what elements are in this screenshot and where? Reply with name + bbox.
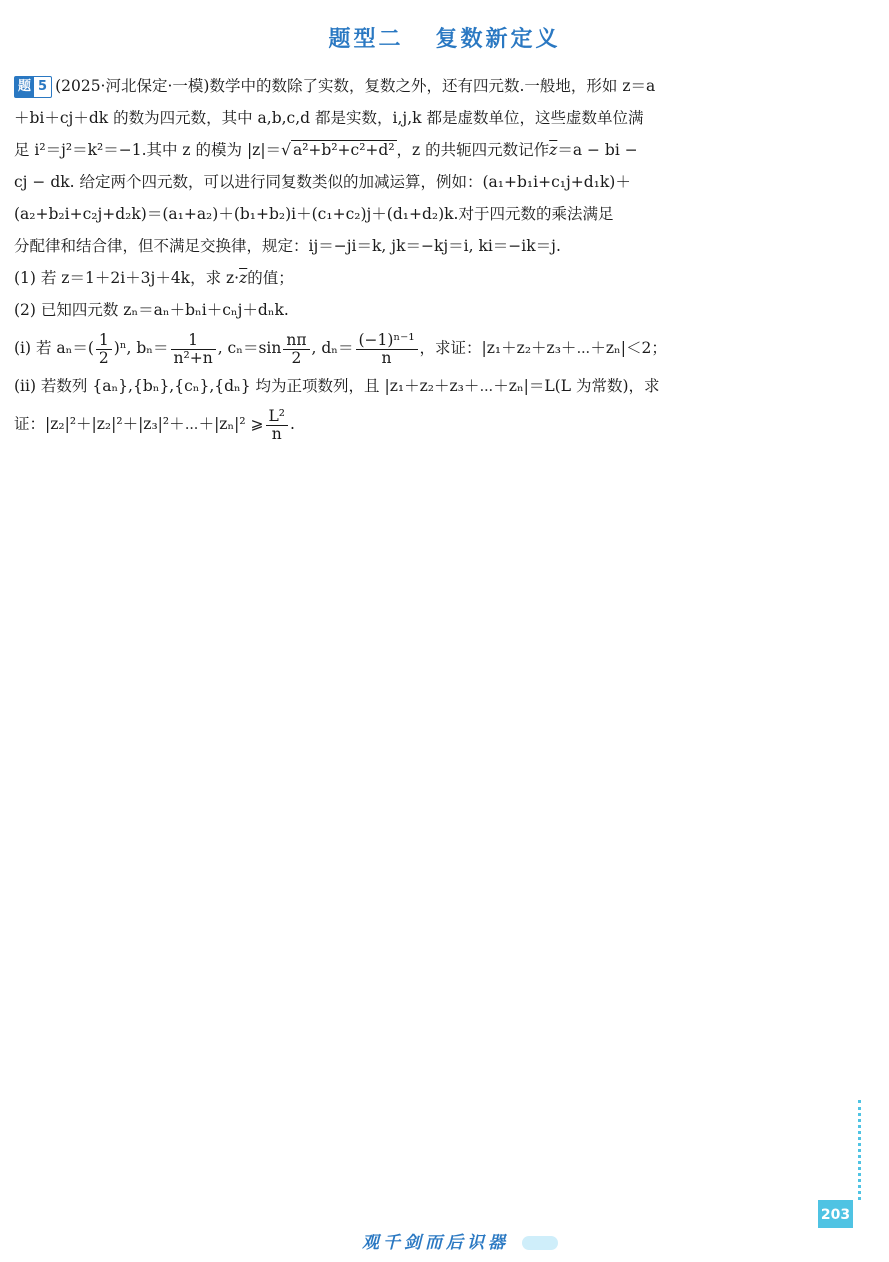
part-2-ii-text: . (290, 415, 295, 433)
part-2-i (14, 326, 809, 370)
footer-bubble-decoration (522, 1236, 558, 1250)
page-number: 203 (818, 1200, 853, 1228)
problem-line-2: ＋bi＋cj＋dk 的数为四元数，其中 a,b,c,d 都是实数，i,j,k 都是虚数单位，这些虚数单位满 (14, 109, 644, 127)
problem-line-4: cj − dk. 给定两个四元数，可以进行同复数类似的加减运算，例如：(a₁+b₁i+c₁j+d₁k)＋ (14, 173, 631, 191)
section-title: 题型二 复数新定义 (328, 27, 561, 52)
fraction-denominator: n (381, 348, 392, 367)
fraction-numerator: (−1)ⁿ⁻¹ (356, 332, 418, 350)
problem-line-3 (14, 134, 809, 166)
fraction (283, 332, 309, 367)
fraction-denominator: 2 (98, 348, 109, 367)
footer-motto: 观千剑而后识器 (362, 1233, 509, 1253)
part-2-ii-text: 证：|z₂|²＋|z₂|²＋|z₃|²＋⋯＋|zₙ|² ⩾ (14, 415, 264, 433)
part-2-i-text: ，求证：|z₁＋z₂＋z₃＋⋯＋zₙ|＜2； (419, 339, 667, 357)
part-2-ii-line-1: (ii) 若数列 {aₙ},{bₙ},{cₙ},{dₙ} 均为正项数列，且 |z₁＋z₂＋z₃＋⋯＋zₙ|＝L(L 为常数)，求 (14, 377, 660, 395)
part-2-i-text: , dₙ＝ (311, 339, 354, 357)
fraction-numerator: L² (266, 408, 289, 426)
problem-text: ，z 的共轭四元数记作 (396, 141, 550, 159)
fraction-numerator: 1 (171, 332, 216, 350)
sqrt-radicand: a²+b²+c²+d² (292, 141, 395, 159)
problem-text: ＝a − bi − (557, 141, 638, 159)
fraction (96, 332, 112, 367)
fraction-denominator: n²+n (173, 348, 213, 367)
part-2-i-text: , cₙ＝sin (217, 339, 282, 357)
part-2-ii-line-2 (14, 402, 809, 446)
conjugate-z: $\overline{z}$ (549, 141, 558, 159)
fraction (266, 408, 289, 443)
fraction-denominator: 2 (291, 348, 302, 367)
problem-block (14, 70, 809, 446)
problem-line-5: (a₂+b₂i+c₂j+d₂k)＝(a₁+a₂)＋(b₁+b₂)i＋(c₁+c₂)j＋(d₁+d₂)k.对于四元数的乘法满足 (14, 205, 614, 223)
part-1-text: 的值； (247, 269, 294, 287)
problem-text: 数学中的数除了实数，复数之外，还有四元数.一般地，形如 z＝a (209, 77, 656, 95)
sqrt-symbol: √ (281, 141, 291, 159)
part-1 (14, 262, 809, 294)
part-2: (2) 已知四元数 zₙ＝aₙ＋bₙi＋cₙj＋dₙk. (14, 301, 289, 319)
fraction (356, 332, 418, 367)
fraction (171, 332, 216, 367)
fraction-denominator: n (271, 424, 282, 443)
problem-source: (2025·河北保定·一模) (55, 77, 210, 95)
problem-text: 足 i²＝j²＝k²＝−1.其中 z 的模为 |z|＝ (14, 141, 282, 159)
problem-badge (14, 76, 52, 98)
part-2-i-text: (i) 若 aₙ＝( (14, 339, 94, 357)
edge-dot-decoration (858, 1100, 864, 1200)
badge-label: 题 (15, 77, 34, 97)
problem-line-6: 分配律和结合律，但不满足交换律，规定：ij＝−ji＝k, jk＝−kj＝i, ki＝−ik＝j. (14, 237, 561, 255)
problem-line-1 (14, 70, 809, 102)
badge-number: 5 (38, 79, 48, 94)
conjugate-z: $\overline{z}$ (239, 269, 248, 287)
part-2-i-text: )ⁿ, bₙ＝ (113, 339, 169, 357)
fraction-numerator: nπ (283, 332, 309, 350)
part-1-text: (1) 若 z＝1＋2i＋3j＋4k，求 z· (14, 269, 240, 287)
fraction-numerator: 1 (96, 332, 112, 350)
